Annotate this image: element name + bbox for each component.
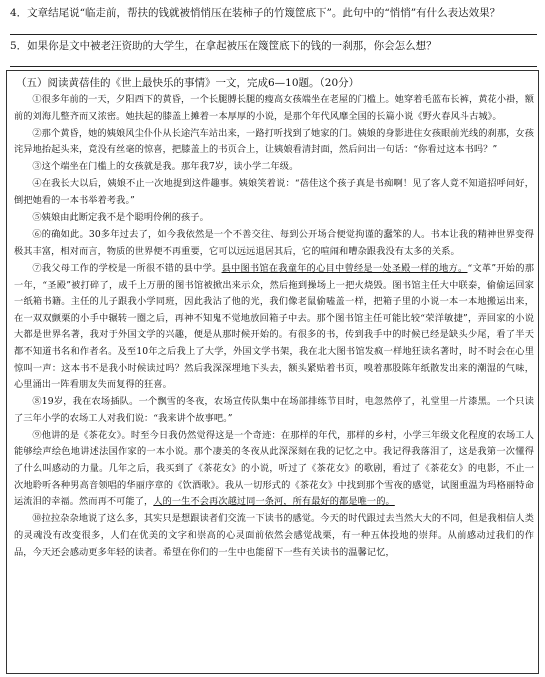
question-4: 4．文章结尾说“临走前，帮扶的钱就被悄悄压在装柿子的竹篾筐底下”。此句中的“悄悄”有什么表达效果？ bbox=[10, 7, 501, 19]
paragraph-7 bbox=[14, 261, 534, 394]
paragraph-1: ①很多年前的一天，夕阳西下的黄昏，一个长腿膊长腿的瘦高女孩端坐在老屋的门槛上。她穿着毛蓝布长裤，黄花小褂，额前的刘海儿整齐而又浓密。她扶起的膝盖上摊着一本厚厚的小说，是那个年代风靡全国的长篇小说《野火春风斗古城》。 bbox=[14, 94, 534, 122]
paragraph-5: ⑤姨娘由此断定我不是个聪明伶俐的孩子。 bbox=[32, 212, 209, 224]
paragraph-9 bbox=[14, 428, 534, 511]
paragraph-10: ⑩拉拉杂杂地说了这么多，其实只是想跟读者们交流一下读书的感觉。今天的时代跟过去当然大大的不同，但是我相信人类的灵魂没有改变很多，人们在优美的文字和崇高的心灵面前依然会感觉战栗，有一种五体投地的崇拜。从前感动过我们的作品，今天还会感动更多年轻的读者。希望在你们的一生中也能留下一些有关读书的温馨记忆， bbox=[14, 513, 534, 558]
answer-line-4 bbox=[10, 34, 537, 35]
underlined-sentence-river: 人的一生不会再次越过同一条河，所有最好的都是唯一的。 bbox=[153, 496, 395, 508]
answer-line-5 bbox=[10, 66, 537, 67]
reading-passage bbox=[14, 92, 534, 562]
paragraph-8: ⑧19岁，我在农场插队。一个飘雪的冬夜，农场宣传队集中在场部排练节目时，电忽然停了，礼堂里一片漆黑。一个只读了三年小学的农场工人对我们说：“我来讲个故事吧。” bbox=[14, 396, 534, 424]
paragraph-9-start: ⑨他讲的是《茶花女》。时至今日我仍然觉得这是一个奇迹：在那样的年代，那样的乡村，小学三年级文化程度的农场工人能够绘声绘色地讲述法国作家的一本小说。那个凄美的冬夜从此深深刻在我的记忆之中。我记得我落泪了，这是我第一次懂得了什么叫感动的力量。几年之后，我买到了《茶花女》的小说，听过了《茶花女》的歌剧，看过了《茶花女》的电影，不止一次地聆听各种男高音领唱的华丽序章的《饮酒歌》。我从一切形式的《茶花女》中找到那个雪夜的感觉，试图重温为玛格丽特命运流泪的幸福。然而再不可能了， bbox=[14, 429, 534, 508]
paragraph-6: ⑥的确如此。30多年过去了，如今我依然是一个不善交往、每到公开场合便觉拘谨的蠢笨的人。书本让我的精神世界变得极其丰富，相对而言，物质的世界便不再重要，它可以远远退居其后，它的喧闹和嘈杂跟我没有太多的关系。 bbox=[14, 229, 534, 257]
question-5: 5．如果你是文中被老汪资助的大学生，在拿起被压在篾筐底下的钱的一刹那，你会怎么想？ bbox=[10, 40, 437, 52]
paragraph-7-start: ⑦我父母工作的学校是一所很不错的县中学。 bbox=[32, 262, 222, 274]
paragraph-2: ②那个黄昏，她的姨娘风尘仆仆从长途汽车站出来，一路打听找到了她家的门。姨娘的身影进住女孩眼前光线的刹那，女孩诧异地抬起头来，竟没有丝毫的惊喜，把膝盖上的书页合上，让姨娘看清封面，然后问出一句话：“你看过这本书吗？” bbox=[14, 127, 534, 156]
paragraph-3: ③这个端坐在门槛上的女孩就是我。那年我7岁，读小学二年级。 bbox=[32, 161, 299, 173]
paragraph-7-rest: “文革”开始的那一年，“圣殿”被打碎了，成千上万册的图书馆被掀出来示众，然后拖到操场上一把火烧毁。图书馆主任大中联泰，偷偷运回家一纸箱书籍。主任的儿子跟我小学同班，因此我沾了他的光，我们像老鼠偷嗑盖一样，把箱子里的小说一本一本地搬运出来，在一双双颤栗的小手中辗转一圈之后，再神不知鬼不觉地放回箱子中去。那个图书馆主任可能比较“荣洋敏捷”，弄回家的小说大都是世界名著，我对于外国文学的兴趣，便是从那时候开始的。有很多的书，传到我手中的时候已经是缺头少尾，看了半天都不知道书名和作者名。及至10年之后我上了大学，外国文学书架，我在北大图书馆发疯一样地狂读名著时，时不时会在心里惊叫一声：这本书不是我小时候读过吗？然后我深深埋地下头去，额头紧贴着书页，嗅着那股陈年纸散发出来的潮湿的气味，心里涌出一阵看朋友失而复得的狂喜。 bbox=[14, 262, 534, 391]
section-title: （五）阅读黄蓓佳的《世上最快乐的事情》一文，完成6—10题。（20分） bbox=[16, 77, 360, 89]
underlined-sentence-library: 县中图书馆在我童年的心目中曾经是一处圣殿一样的地方。 bbox=[221, 262, 468, 274]
paragraph-4: ④在我长大以后，姨娘不止一次地提到这件趣事。姨娘笑着说：“蓓佳这个孩子真是书痴啊！见了客人竟不知道招呼问好，倒把她看的一本书举着考我。” bbox=[14, 178, 534, 207]
